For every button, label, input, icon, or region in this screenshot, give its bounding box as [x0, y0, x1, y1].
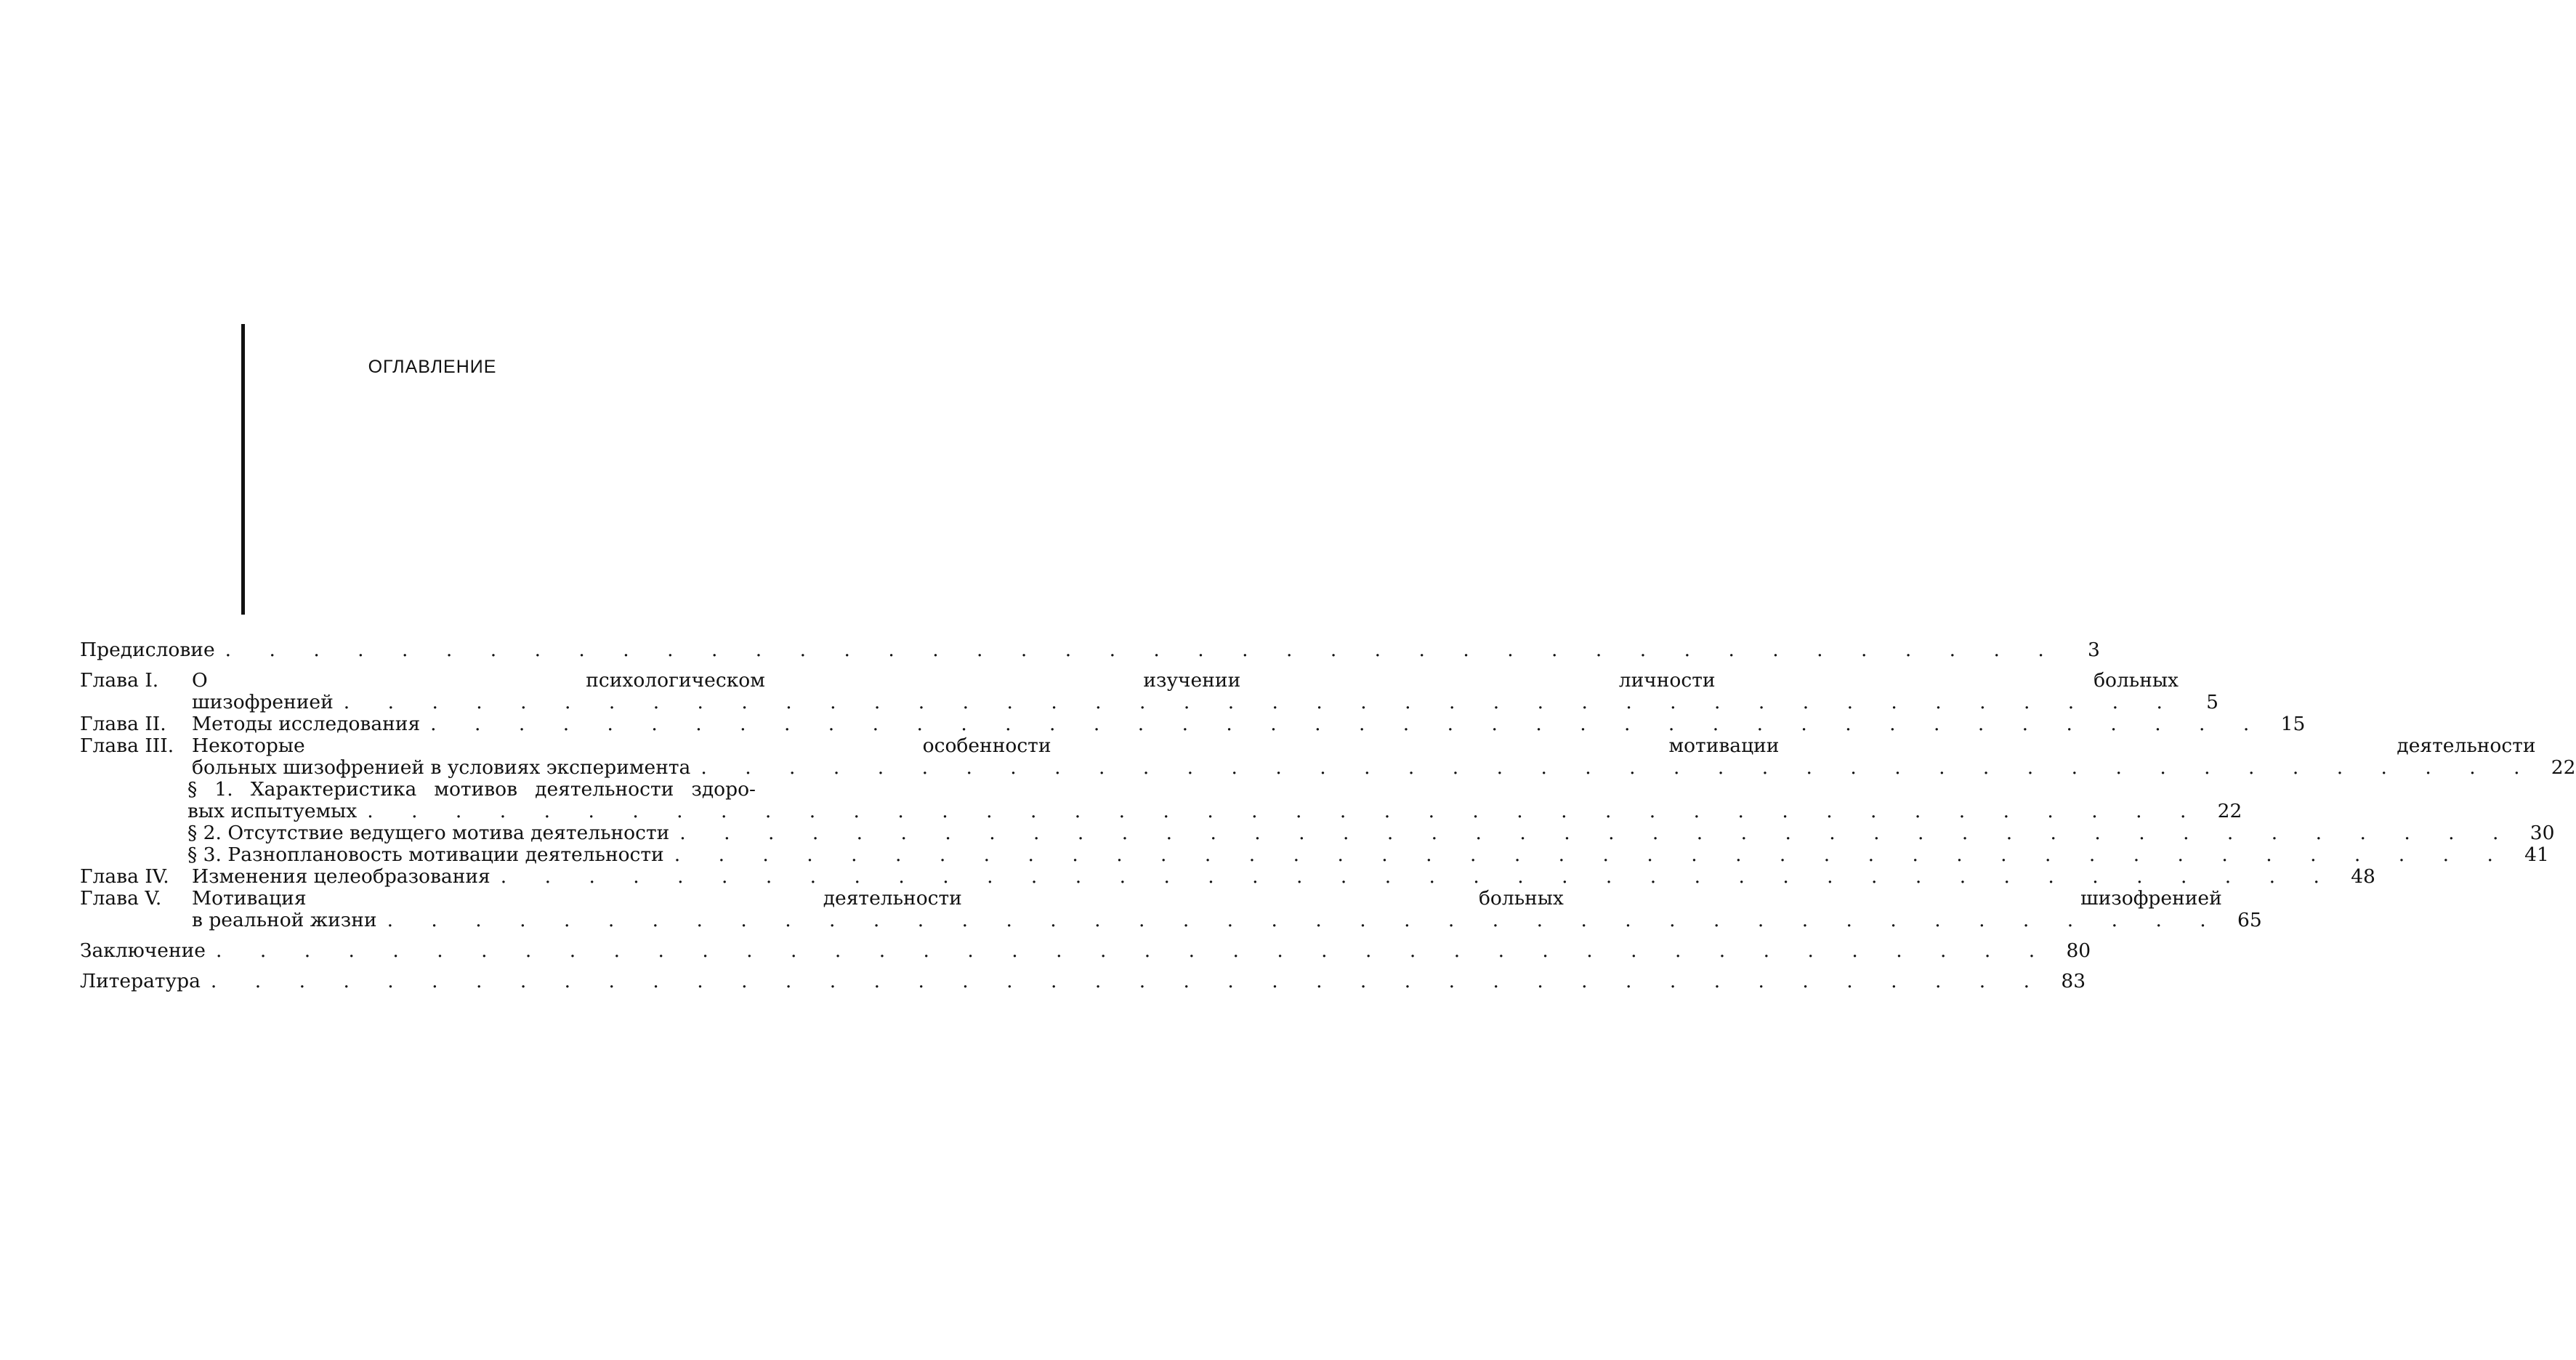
dot-leader: . . . . . . . . . . . . . . . . . . . . . . . . . . . . . . . . . . . . . . . . . . [367, 800, 2202, 822]
toc-entry-title-line: Некоторые особенности мотивации деятельности [192, 734, 2536, 757]
chapter-label: Глава IV. [80, 865, 169, 888]
toc-entry-title-line: больных шизофренией в условиях эксперимента [192, 756, 691, 779]
toc-entry-title-line: Мотивация деятельности больных шизофренией [192, 887, 2222, 910]
page-number: 15 [2280, 713, 2306, 735]
page-title: ОГЛАВЛЕНИЕ [368, 357, 497, 377]
chapter-label: Глава II. [80, 713, 166, 735]
toc-entry-title: Литература [80, 970, 201, 992]
toc-entry-chapter-3[interactable] [80, 734, 2576, 779]
dot-leader: . . . . . . . . . . . . . . . . . . . . . . . . . . . . . . . . . . . . . . . . . . [210, 970, 2046, 992]
page-number: 65 [2237, 909, 2262, 931]
dot-leader: . . . . . . . . . . . . . . . . . . . . . . . . . . . . . . . . . . . . . . . . . . [387, 909, 2222, 931]
toc-entry-section-3[interactable] [80, 843, 2549, 866]
toc-entry-literature[interactable] [80, 970, 2086, 992]
vertical-rule [241, 324, 245, 615]
toc-entry-title: Методы исследования [192, 713, 421, 735]
toc-entry-title: Предисловие [80, 639, 215, 661]
toc-entry-title: Заключение [80, 939, 206, 962]
chapter-label: Глава V. [80, 887, 162, 910]
toc-entry-chapter-5[interactable] [80, 887, 2262, 931]
section-title-line: § 1. Характеристика мотивов деятельности здоро- [187, 778, 756, 801]
dot-leader: . . . . . . . . . . . . . . . . . . . . . . . . . . . . . . . . . . . . . . . . . . [700, 756, 2536, 779]
page-number: 48 [2351, 865, 2375, 888]
toc-entry-title-line: в реальной жизни [192, 909, 377, 931]
toc-entry-preface[interactable] [80, 639, 2100, 661]
dot-leader: . . . . . . . . . . . . . . . . . . . . . . . . . . . . . . . . . . . . . . . . . . [225, 639, 2060, 661]
dot-leader: . . . . . . . . . . . . . . . . . . . . . . . . . . . . . . . . . . . . . . . . . . [216, 939, 2051, 962]
toc-entry-section-1[interactable] [80, 778, 2242, 822]
page-number: 22 [2217, 800, 2242, 822]
page-number: 30 [2529, 822, 2555, 844]
toc-entry-chapter-1[interactable] [80, 669, 2218, 713]
toc-entry-conclusion[interactable] [80, 939, 2091, 962]
chapter-label: Глава III. [80, 734, 174, 757]
toc-entry-section-2[interactable] [80, 822, 2555, 844]
section-title: § 2. Отсутствие ведущего мотива деятельности [187, 822, 670, 844]
page-number: 41 [2524, 843, 2549, 866]
section-title: § 3. Разноплановость мотивации деятельности [187, 843, 664, 866]
toc-entry-title-line: О психологическом изучении личности больных [192, 669, 2179, 692]
page-number: 22 [2551, 756, 2576, 779]
dot-leader: . . . . . . . . . . . . . . . . . . . . . . . . . . . . . . . . . . . . . . . . . . [500, 865, 2335, 888]
page-number: 80 [2066, 939, 2091, 962]
toc-entry-chapter-2[interactable] [80, 713, 2306, 735]
toc-entry-chapter-4[interactable] [80, 865, 2375, 888]
chapter-label: Глава I. [80, 669, 159, 692]
dot-leader: . . . . . . . . . . . . . . . . . . . . . . . . . . . . . . . . . . . . . . . . . . [430, 713, 2266, 735]
toc-entry-title-line: шизофренией [192, 691, 334, 713]
dot-leader: . . . . . . . . . . . . . . . . . . . . . . . . . . . . . . . . . . . . . . . . . . [674, 843, 2509, 866]
dot-leader: . . . . . . . . . . . . . . . . . . . . . . . . . . . . . . . . . . . . . . . . . . [343, 691, 2179, 713]
page-number: 83 [2061, 970, 2086, 992]
page-number: 5 [2206, 691, 2218, 713]
table-of-contents [80, 639, 2576, 992]
page-number: 3 [2087, 639, 2100, 661]
section-title-line: вых испытуемых [187, 800, 358, 822]
toc-entry-title: Изменения целеобразования [192, 865, 490, 888]
dot-leader: . . . . . . . . . . . . . . . . . . . . . . . . . . . . . . . . . . . . . . . . . . [679, 822, 2515, 844]
